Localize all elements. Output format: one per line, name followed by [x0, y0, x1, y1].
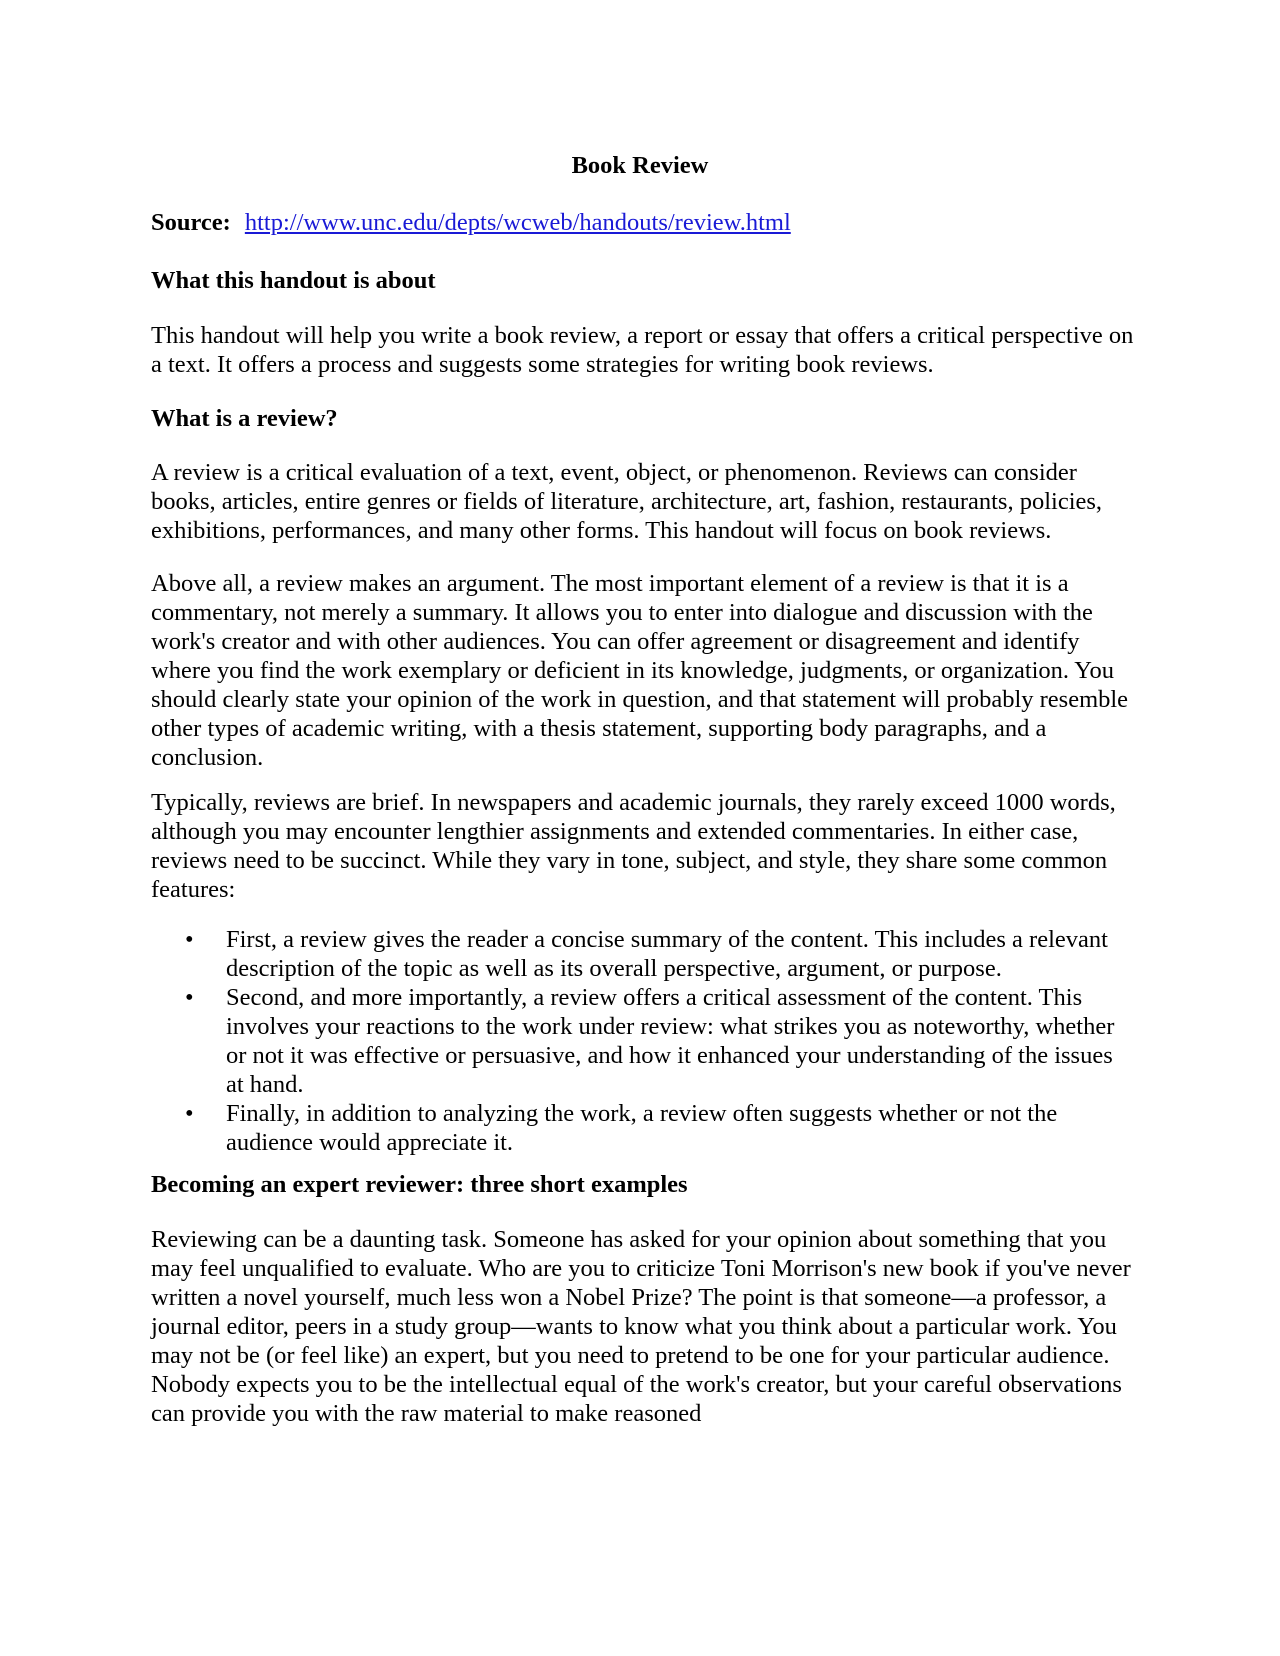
- bullet-icon: •: [185, 1100, 194, 1127]
- heading-handout-about: What this handout is about: [151, 267, 436, 294]
- source-link[interactable]: http://www.unc.edu/depts/wcweb/handouts/review.html: [244, 209, 791, 236]
- paragraph-argument: Above all, a review makes an argument. The most important element of a review is that it is a commentary, not merely a summary. It allows you to enter into dialogue and discussion with the work's creator and with other audiences. You can offer agreement or disagreement and identify where you find the work exemplary or deficient in its knowledge, judgments, or organization. You should clearly state your opinion of the work in question, and that statement will probably resemble other types of academic writing, with a thesis statement, supporting body paragraphs, and a conclusion.: [151, 570, 1129, 771]
- list-item-text: Second, and more importantly, a review offers a critical assessment of the content. This involves your reactions to the work under review: what strikes you as noteworthy, whether or not it was effective or persuasive, and how it enhanced your understanding of the issues at hand.: [226, 984, 1115, 1098]
- paragraph-review-definition: A review is a critical evaluation of a text, event, object, or phenomenon. Reviews can consider books, articles, entire genres or fields of literature, architecture, art, fashion, restaurants, policies, exhibitions, performances, and many other forms. This handout will focus on book reviews.: [151, 459, 1103, 544]
- document-title: Book Review: [571, 152, 709, 179]
- paragraph-intro: This handout will help you write a book review, a report or essay that offers a critical perspective on a text. It offers a process and suggests some strategies for writing book reviews.: [151, 322, 1134, 378]
- bullet-icon: •: [185, 984, 194, 1011]
- list-item: [185, 925, 1135, 983]
- bullet-icon: •: [185, 926, 194, 953]
- source-label: Source:: [151, 209, 231, 236]
- list-item-text: Finally, in addition to analyzing the work, a review often suggests whether or not the audience would appreciate it.: [226, 1100, 1058, 1156]
- list-item: [185, 1099, 1135, 1157]
- list-item-text: First, a review gives the reader a concise summary of the content. This includes a relevant description of the topic as well as its overall perspective, argument, or purpose.: [226, 926, 1108, 982]
- list-item: [185, 983, 1135, 1099]
- source-line: [151, 208, 791, 237]
- heading-expert-reviewer: Becoming an expert reviewer: three short examples: [151, 1171, 688, 1198]
- heading-what-is-review: What is a review?: [151, 405, 338, 432]
- paragraph-brief: Typically, reviews are brief. In newspapers and academic journals, they rarely exceed 1000 words, although you may encounter lengthier assignments and extended commentaries. In either case, reviews need to be succinct. While they vary in tone, subject, and style, they share some common features:: [151, 789, 1116, 903]
- features-list: [185, 925, 1135, 1157]
- paragraph-daunting-task: Reviewing can be a daunting task. Someone has asked for your opinion about something that you may feel unqualified to evaluate. Who are you to criticize Toni Morrison's new book if you've never written a novel yourself, much less won a Nobel Prize? The point is that someone—a professor, a journal editor, peers in a study group—wants to know what you think about a particular work. You may not be (or feel like) an expert, but you need to pretend to be one for your particular audience. Nobody expects you to be the intellectual equal of the work's creator, but your careful observations can provide you with the raw material to make reasoned: [151, 1226, 1131, 1427]
